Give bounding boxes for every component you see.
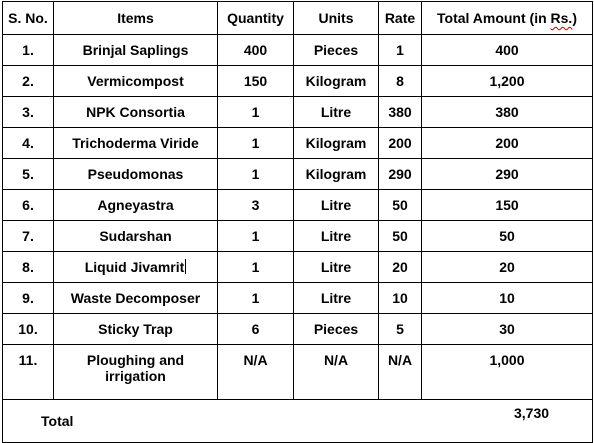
cell-sno[interactable]: 3. [3,97,54,128]
cell-sno[interactable]: 2. [3,66,54,97]
cell-unit[interactable]: Litre [294,190,379,221]
header-items[interactable]: Items [54,2,218,35]
cell-rate[interactable]: 380 [379,97,422,128]
cell-amount[interactable]: 20 [422,252,593,283]
cell-quantity[interactable]: 1 [218,221,294,252]
cell-rate[interactable]: 200 [379,128,422,159]
cell-item-text: Liquid Jivamrit [84,259,185,275]
header-total-amount-suffix: ) [572,10,577,26]
cell-sno[interactable]: 5. [3,159,54,190]
cell-quantity[interactable]: 1 [218,283,294,314]
cell-quantity[interactable]: 150 [218,66,294,97]
cell-sno[interactable]: 4. [3,128,54,159]
cost-table [2,1,593,443]
cell-amount[interactable]: 1,000 [422,345,593,400]
cell-amount[interactable]: 30 [422,314,593,345]
cell-quantity[interactable]: 400 [218,35,294,66]
cell-unit[interactable]: Pieces [294,314,379,345]
cell-unit[interactable]: Litre [294,97,379,128]
table-row [3,283,593,314]
cell-amount[interactable]: 50 [422,221,593,252]
cell-quantity[interactable]: 6 [218,314,294,345]
cell-sno[interactable]: 7. [3,221,54,252]
cell-amount[interactable]: 200 [422,128,593,159]
header-sno[interactable]: S. No. [3,2,54,35]
cell-unit[interactable]: Kilogram [294,159,379,190]
cell-unit[interactable]: Litre [294,221,379,252]
cell-item[interactable]: Agneyastra [54,190,218,221]
table-row [3,128,593,159]
cell-amount[interactable]: 290 [422,159,593,190]
cell-item[interactable]: Pseudomonas [54,159,218,190]
cell-amount[interactable]: 1,200 [422,66,593,97]
cell-sno[interactable]: 11. [3,345,54,400]
cell-rate[interactable]: 50 [379,221,422,252]
cell-sno[interactable]: 8. [3,252,54,283]
table-row [3,66,593,97]
cell-rate[interactable]: 290 [379,159,422,190]
cell-item[interactable] [54,252,218,283]
cell-sno[interactable]: 9. [3,283,54,314]
cell-unit[interactable]: Litre [294,252,379,283]
cell-item-line2: irrigation [105,368,166,384]
cell-item[interactable]: NPK Consortia [54,97,218,128]
cell-rate[interactable]: N/A [379,345,422,400]
table-row [3,221,593,252]
cell-rate[interactable]: 5 [379,314,422,345]
cell-item[interactable] [54,345,218,400]
cell-sno[interactable]: 10. [3,314,54,345]
cell-unit[interactable]: N/A [294,345,379,400]
cell-item[interactable]: Trichoderma Viride [54,128,218,159]
cell-rate[interactable]: 10 [379,283,422,314]
cell-item[interactable]: Sticky Trap [54,314,218,345]
cell-amount[interactable]: 150 [422,190,593,221]
table-row [3,97,593,128]
header-quantity[interactable]: Quantity [218,2,294,35]
cell-sno[interactable]: 6. [3,190,54,221]
cell-rate[interactable]: 1 [379,35,422,66]
cell-item[interactable]: Sudarshan [54,221,218,252]
cell-rate[interactable]: 50 [379,190,422,221]
table-row [3,190,593,221]
cell-quantity[interactable]: 1 [218,252,294,283]
total-amount: 3,730 [514,405,550,421]
cell-quantity[interactable]: N/A [218,345,294,400]
cell-item[interactable]: Vermicompost [54,66,218,97]
table-row [3,159,593,190]
cell-amount[interactable]: 380 [422,97,593,128]
cell-unit[interactable]: Kilogram [294,128,379,159]
header-total-amount-currency: Rs. [550,10,573,26]
cell-item[interactable]: Waste Decomposer [54,283,218,314]
cost-table-document [2,1,592,440]
cell-quantity[interactable]: 1 [218,128,294,159]
cell-unit[interactable]: Pieces [294,35,379,66]
cell-quantity[interactable]: 1 [218,159,294,190]
cell-sno[interactable]: 1. [3,35,54,66]
text-cursor [185,259,186,274]
total-row [3,400,593,443]
cell-item[interactable]: Brinjal Saplings [54,35,218,66]
cell-quantity[interactable]: 1 [218,97,294,128]
header-units[interactable]: Units [294,2,379,35]
header-total-amount[interactable] [422,2,593,35]
header-total-amount-prefix: Total Amount (in [437,10,551,26]
cell-quantity[interactable]: 3 [218,190,294,221]
header-rate[interactable]: Rate [379,2,422,35]
total-label: Total [41,413,74,429]
cell-amount[interactable]: 400 [422,35,593,66]
table-row [3,252,593,283]
table-row [3,35,593,66]
cell-amount[interactable]: 10 [422,283,593,314]
cell-unit[interactable]: Kilogram [294,66,379,97]
cell-item-line1: Ploughing and [86,352,185,368]
table-header-row [3,2,593,35]
cell-unit[interactable]: Litre [294,283,379,314]
table-row [3,345,593,400]
cell-rate[interactable]: 20 [379,252,422,283]
cell-rate[interactable]: 8 [379,66,422,97]
total-cell[interactable] [3,400,593,443]
table-row [3,314,593,345]
